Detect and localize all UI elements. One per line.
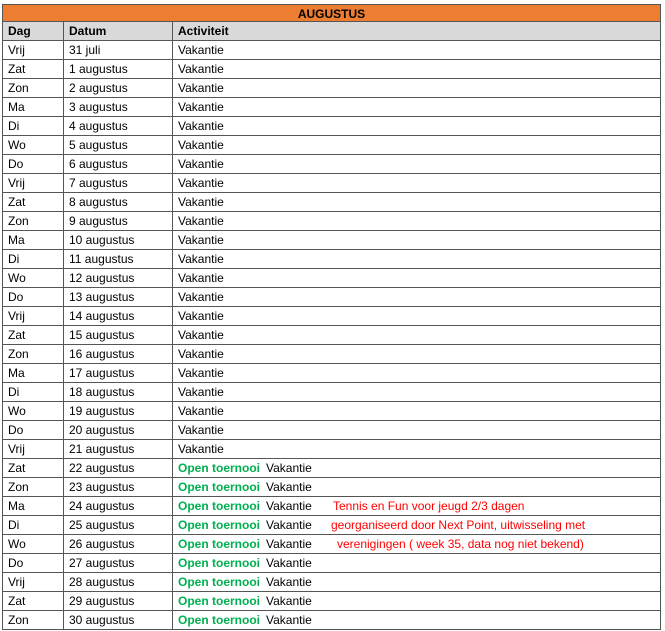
open-tournament-label: Open toernooi (178, 537, 260, 551)
schedule-table (2, 4, 661, 630)
activity-cell (173, 288, 660, 306)
activity-cell (173, 307, 660, 325)
col-header-dag: Dag (3, 22, 64, 40)
day-cell: Zat (3, 592, 64, 610)
day-cell: Zon (3, 478, 64, 496)
activity-cell (173, 269, 660, 287)
table-row (2, 117, 661, 136)
activity-cell (173, 60, 660, 78)
table-row (2, 174, 661, 193)
activity-text: Vakantie (178, 347, 224, 361)
activity-text: Vakantie (266, 518, 312, 532)
day-cell: Vrij (3, 440, 64, 458)
day-cell: Vrij (3, 573, 64, 591)
activity-cell (173, 573, 660, 591)
activity-text: Vakantie (178, 119, 224, 133)
date-cell: 30 augustus (64, 611, 173, 629)
activity-cell (173, 326, 660, 344)
activity-text: Vakantie (266, 537, 312, 551)
date-cell: 20 augustus (64, 421, 173, 439)
activity-cell (173, 250, 660, 268)
table-row (2, 288, 661, 307)
day-cell: Zon (3, 611, 64, 629)
day-cell: Zat (3, 459, 64, 477)
col-header-datum: Datum (64, 22, 173, 40)
table-row (2, 269, 661, 288)
day-cell: Vrij (3, 307, 64, 325)
day-cell: Ma (3, 497, 64, 515)
date-cell: 22 augustus (64, 459, 173, 477)
activity-text: Vakantie (266, 594, 312, 608)
activity-text: Vakantie (178, 100, 224, 114)
date-cell: 7 augustus (64, 174, 173, 192)
activity-cell (173, 402, 660, 420)
day-cell: Di (3, 250, 64, 268)
activity-text: Vakantie (178, 43, 224, 57)
table-row (2, 383, 661, 402)
activity-text: Vakantie (266, 480, 312, 494)
activity-text: Vakantie (178, 404, 224, 418)
day-cell: Ma (3, 364, 64, 382)
activity-text: Vakantie (178, 290, 224, 304)
day-cell: Do (3, 421, 64, 439)
date-cell: 25 augustus (64, 516, 173, 534)
date-cell: 29 augustus (64, 592, 173, 610)
day-cell: Di (3, 383, 64, 401)
table-row (2, 440, 661, 459)
day-cell: Do (3, 288, 64, 306)
date-cell: 3 augustus (64, 98, 173, 116)
activity-cell (173, 155, 660, 173)
activity-text: Vakantie (266, 613, 312, 627)
activity-text: Vakantie (178, 366, 224, 380)
table-row (2, 364, 661, 383)
open-tournament-label: Open toernooi (178, 613, 260, 627)
table-row (2, 307, 661, 326)
activity-text: Vakantie (178, 252, 224, 266)
date-cell: 23 augustus (64, 478, 173, 496)
date-cell: 27 augustus (64, 554, 173, 572)
open-tournament-label: Open toernooi (178, 499, 260, 513)
activity-text: Vakantie (178, 138, 224, 152)
activity-text: Vakantie (266, 499, 312, 513)
table-row (2, 79, 661, 98)
day-cell: Wo (3, 535, 64, 553)
activity-cell (173, 136, 660, 154)
remark-note: georganiseerd door Next Point, uitwisseling met (331, 518, 586, 532)
activity-text: Vakantie (178, 81, 224, 95)
table-row (2, 516, 661, 535)
activity-cell (173, 383, 660, 401)
date-cell: 21 augustus (64, 440, 173, 458)
table-row (2, 136, 661, 155)
table-row (2, 459, 661, 478)
day-cell: Zat (3, 193, 64, 211)
activity-text: Vakantie (178, 385, 224, 399)
activity-text: Vakantie (178, 442, 224, 456)
activity-text: Vakantie (178, 309, 224, 323)
activity-cell (173, 364, 660, 382)
day-cell: Do (3, 155, 64, 173)
date-cell: 14 augustus (64, 307, 173, 325)
activity-text: Vakantie (266, 575, 312, 589)
day-cell: Zon (3, 79, 64, 97)
activity-text: Vakantie (178, 233, 224, 247)
activity-cell (173, 345, 660, 363)
day-cell: Wo (3, 269, 64, 287)
table-row (2, 193, 661, 212)
activity-cell (173, 440, 660, 458)
day-cell: Wo (3, 136, 64, 154)
date-cell: 8 augustus (64, 193, 173, 211)
activity-cell (173, 535, 660, 553)
table-row (2, 421, 661, 440)
table-body (2, 41, 661, 630)
activity-text: Vakantie (266, 556, 312, 570)
activity-cell (173, 611, 660, 629)
open-tournament-label: Open toernooi (178, 480, 260, 494)
date-cell: 15 augustus (64, 326, 173, 344)
open-tournament-label: Open toernooi (178, 518, 260, 532)
date-cell: 12 augustus (64, 269, 173, 287)
open-tournament-label: Open toernooi (178, 461, 260, 475)
table-row (2, 592, 661, 611)
table-row (2, 611, 661, 630)
activity-text: Vakantie (178, 62, 224, 76)
open-tournament-label: Open toernooi (178, 575, 260, 589)
activity-cell (173, 98, 660, 116)
date-cell: 1 augustus (64, 60, 173, 78)
activity-cell (173, 193, 660, 211)
table-row (2, 573, 661, 592)
activity-cell (173, 497, 660, 515)
activity-cell (173, 79, 660, 97)
table-row (2, 345, 661, 364)
activity-text: Vakantie (178, 214, 224, 228)
date-cell: 18 augustus (64, 383, 173, 401)
date-cell: 13 augustus (64, 288, 173, 306)
table-row (2, 554, 661, 573)
day-cell: Di (3, 117, 64, 135)
day-cell: Ma (3, 98, 64, 116)
date-cell: 16 augustus (64, 345, 173, 363)
activity-cell (173, 459, 660, 477)
day-cell: Vrij (3, 41, 64, 59)
date-cell: 9 augustus (64, 212, 173, 230)
activity-text: Vakantie (178, 195, 224, 209)
day-cell: Zon (3, 212, 64, 230)
activity-cell (173, 421, 660, 439)
activity-cell (173, 212, 660, 230)
activity-cell (173, 478, 660, 496)
header-row (2, 22, 661, 41)
date-cell: 19 augustus (64, 402, 173, 420)
activity-cell (173, 554, 660, 572)
activity-cell (173, 174, 660, 192)
date-cell: 11 augustus (64, 250, 173, 268)
table-row (2, 497, 661, 516)
date-cell: 26 augustus (64, 535, 173, 553)
table-row (2, 478, 661, 497)
date-cell: 17 augustus (64, 364, 173, 382)
activity-cell (173, 41, 660, 59)
day-cell: Zat (3, 60, 64, 78)
table-row (2, 60, 661, 79)
activity-text: Vakantie (178, 423, 224, 437)
date-cell: 5 augustus (64, 136, 173, 154)
table-row (2, 41, 661, 60)
date-cell: 28 augustus (64, 573, 173, 591)
table-row (2, 402, 661, 421)
table-row (2, 155, 661, 174)
activity-cell (173, 231, 660, 249)
activity-cell (173, 516, 660, 534)
table-row (2, 250, 661, 269)
date-cell: 6 augustus (64, 155, 173, 173)
table-row (2, 98, 661, 117)
table-row (2, 535, 661, 554)
day-cell: Vrij (3, 174, 64, 192)
table-row (2, 326, 661, 345)
date-cell: 31 juli (64, 41, 173, 59)
table-row (2, 231, 661, 250)
activity-text: Vakantie (266, 461, 312, 475)
day-cell: Zon (3, 345, 64, 363)
month-title: AUGUSTUS (2, 4, 661, 22)
activity-text: Vakantie (178, 328, 224, 342)
date-cell: 10 augustus (64, 231, 173, 249)
activity-text: Vakantie (178, 271, 224, 285)
date-cell: 24 augustus (64, 497, 173, 515)
day-cell: Zat (3, 326, 64, 344)
day-cell: Di (3, 516, 64, 534)
day-cell: Do (3, 554, 64, 572)
date-cell: 4 augustus (64, 117, 173, 135)
day-cell: Ma (3, 231, 64, 249)
activity-text: Vakantie (178, 157, 224, 171)
open-tournament-label: Open toernooi (178, 594, 260, 608)
table-row (2, 212, 661, 231)
remark-note: Tennis en Fun voor jeugd 2/3 dagen (333, 499, 525, 513)
col-header-activiteit: Activiteit (178, 24, 229, 38)
day-cell: Wo (3, 402, 64, 420)
activity-text: Vakantie (178, 176, 224, 190)
remark-note: verenigingen ( week 35, data nog niet bekend) (337, 537, 584, 551)
date-cell: 2 augustus (64, 79, 173, 97)
open-tournament-label: Open toernooi (178, 556, 260, 570)
activity-cell (173, 592, 660, 610)
activity-cell (173, 117, 660, 135)
